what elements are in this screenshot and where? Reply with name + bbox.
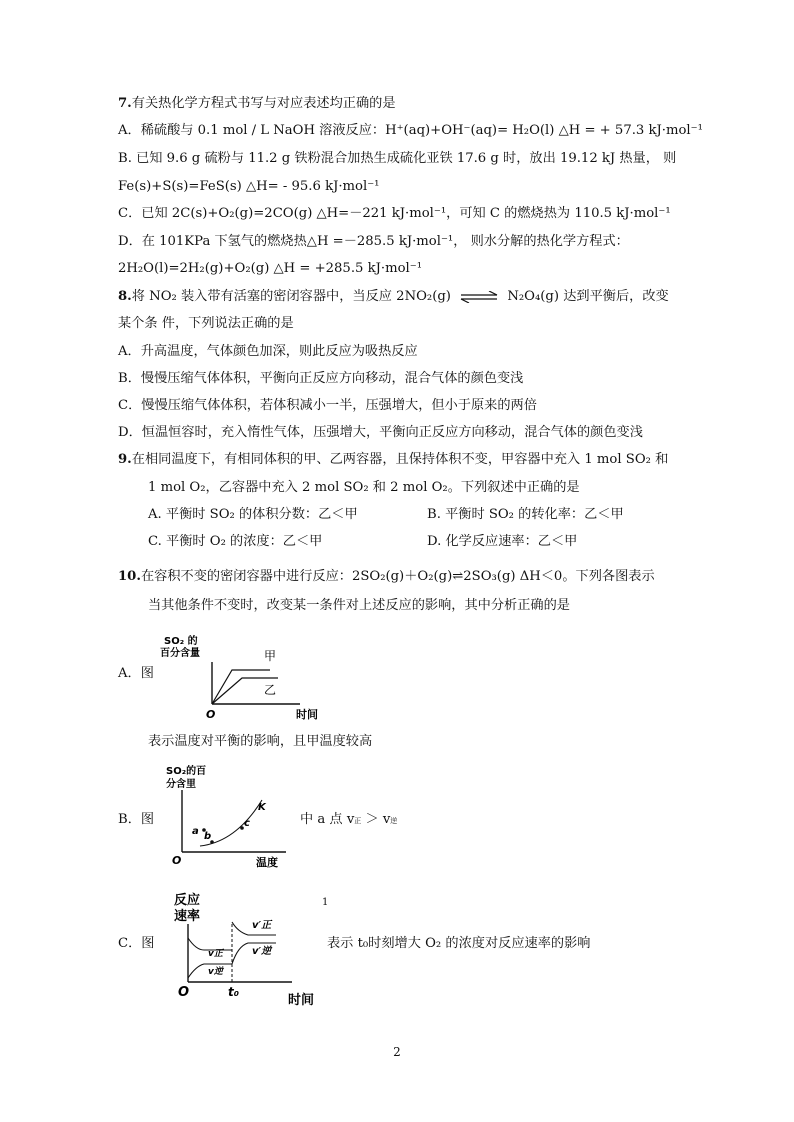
graph-b-point-a-label: a xyxy=(192,826,199,837)
graph-a-ylabel-2: 百分含量 xyxy=(160,648,200,659)
graph-a xyxy=(160,632,330,722)
graph-b-origin: O xyxy=(172,854,182,867)
q8-title-post: N₂O₄(g) 达到平衡后，改变 xyxy=(507,289,669,304)
graph-a-curve-yi-label: 乙 xyxy=(264,683,277,697)
graph-b-ylabel-1: SO₂的百 xyxy=(166,766,207,777)
q8-title-line2: 某个条 件，下列说法正确的是 xyxy=(118,316,294,331)
q9-title-line2: 1 mol O₂，乙容器中充入 2 mol SO₂ 和 2 mol O₂。下列叙述中正确的是 xyxy=(148,480,580,495)
q9-option-c: C. 平衡时 O₂ 的浓度：乙＜甲 xyxy=(148,534,323,549)
q8-option-d: D．恒温恒容时，充入惰性气体，压强增大，平衡向正反应方向移动，混合气体的颜色变浅 xyxy=(118,425,643,440)
graph-b-ylabel-2: 分含里 xyxy=(166,779,196,790)
q9-option-d: D. 化学反应速率：乙＜甲 xyxy=(427,534,578,549)
graph-c-origin: O xyxy=(178,985,190,1000)
graph-a-origin: O xyxy=(206,708,216,721)
graph-c-t0-label: t₀ xyxy=(228,985,239,999)
q10-option-c-label: C．图 xyxy=(118,936,155,951)
graph-b-point-b-label: b xyxy=(204,831,212,842)
graph-c-ylabel-1: 反应 xyxy=(174,893,201,908)
q8-title-pre: 8.将 NO₂ 装入带有活塞的密闭容器中，当反应 2NO₂(g) xyxy=(118,289,451,304)
graph-c-v-rev-label: v逆 xyxy=(208,967,223,977)
q7-option-d-line1: D．在 101KPa 下氢气的燃烧热△H =－285.5 kJ·mol⁻¹， 则水分解的热化学方程式： xyxy=(118,234,629,249)
graph-c-ylabel-2: 速率 xyxy=(174,909,201,924)
stray-mark: 1 xyxy=(322,897,329,908)
q7-option-b-line1: B. 已知 9.6 g 硫粉与 11.2 g 铁粉混合加热生成硫化亚铁 17.6 g 时，放出 19.12 kJ 热量， 则 xyxy=(118,151,677,166)
q10-option-b-desc: 中 a 点 v正 ＞ v逆 xyxy=(300,812,398,827)
q10-option-b-label: B．图 xyxy=(118,812,155,827)
q7-title: 7.有关热化学方程式书写与对应表述均正确的是 xyxy=(118,96,396,111)
q10-option-a-desc: 表示温度对平衡的影响，且甲温度较高 xyxy=(148,734,373,749)
q8-option-c: C．慢慢压缩气体体积，若体积减小一半，压强增大，但小于原来的两倍 xyxy=(118,398,537,413)
graph-c-xlabel: 时间 xyxy=(288,993,315,1008)
equilibrium-arrows-icon xyxy=(459,291,499,303)
q9-title-line1: 9.在相同温度下，有相同体积的甲、乙两容器，且保持体积不变，甲容器中充入 1 mol SO₂ 和 xyxy=(118,452,669,467)
graph-b xyxy=(166,762,296,872)
q7-option-b-line2: Fe(s)+S(s)=FeS(s) △H= - 95.6 kJ·mol⁻¹ xyxy=(118,179,380,194)
q7-option-c: C．已知 2C(s)+O₂(g)=2CO(g) △H=－221 kJ·mol⁻¹，可知 C 的燃烧热为 110.5 kJ·mol⁻¹ xyxy=(118,206,671,221)
graph-c-v-fwd2-label: v′正 xyxy=(252,920,272,931)
graph-b-curve-label: K xyxy=(258,802,266,813)
graph-a-curve-jia xyxy=(212,670,270,704)
graph-a-xlabel: 时间 xyxy=(296,708,318,721)
graph-c-v-fwd-label: v正 xyxy=(208,949,223,959)
q7-option-a: A．稀硫酸与 0.1 mol / L NaOH 溶液反应：H⁺(aq)+OH⁻(aq)= H₂O(l) △H = + 57.3 kJ·mol⁻¹ xyxy=(118,123,703,138)
q8-option-a: A．升高温度，气体颜色加深，则此反应为吸热反应 xyxy=(118,344,418,359)
graph-b-xlabel: 温度 xyxy=(256,856,278,869)
q9-option-a: A. 平衡时 SO₂ 的体积分数：乙＜甲 xyxy=(148,507,358,522)
graph-b-point-c-label: c xyxy=(244,818,250,829)
q10-option-a-label: A．图 xyxy=(118,666,154,681)
q7-option-d-line2: 2H₂O(l)=2H₂(g)+O₂(g) △H = +285.5 kJ·mol⁻¹ xyxy=(118,261,422,276)
q10-option-c-desc: 表示 t₀时刻增大 O₂ 的浓度对反应速率的影响 xyxy=(327,936,591,951)
graph-c xyxy=(172,890,332,1008)
q10-title-line2: 当其他条件不变时，改变某一条件对上述反应的影响，其中分析正确的是 xyxy=(148,598,570,613)
q8-title-line1 xyxy=(118,290,669,303)
graph-a-ylabel-1: SO₂ 的 xyxy=(164,636,198,647)
graph-c-v-rev2-label: v′逆 xyxy=(252,946,272,957)
graph-a-curve-jia-label: 甲 xyxy=(264,649,277,663)
page-number: 2 xyxy=(393,1045,401,1059)
q10-title-line1: 10.在容积不变的密闭容器中进行反应：2SO₂(g)＋O₂(g)⇌2SO₃(g) ΔH＜0。下列各图表示 xyxy=(118,569,655,584)
q8-option-b: B．慢慢压缩气体体积，平衡向正反应方向移动，混合气体的颜色变浅 xyxy=(118,371,524,386)
q9-option-b: B. 平衡时 SO₂ 的转化率：乙＜甲 xyxy=(427,507,624,522)
